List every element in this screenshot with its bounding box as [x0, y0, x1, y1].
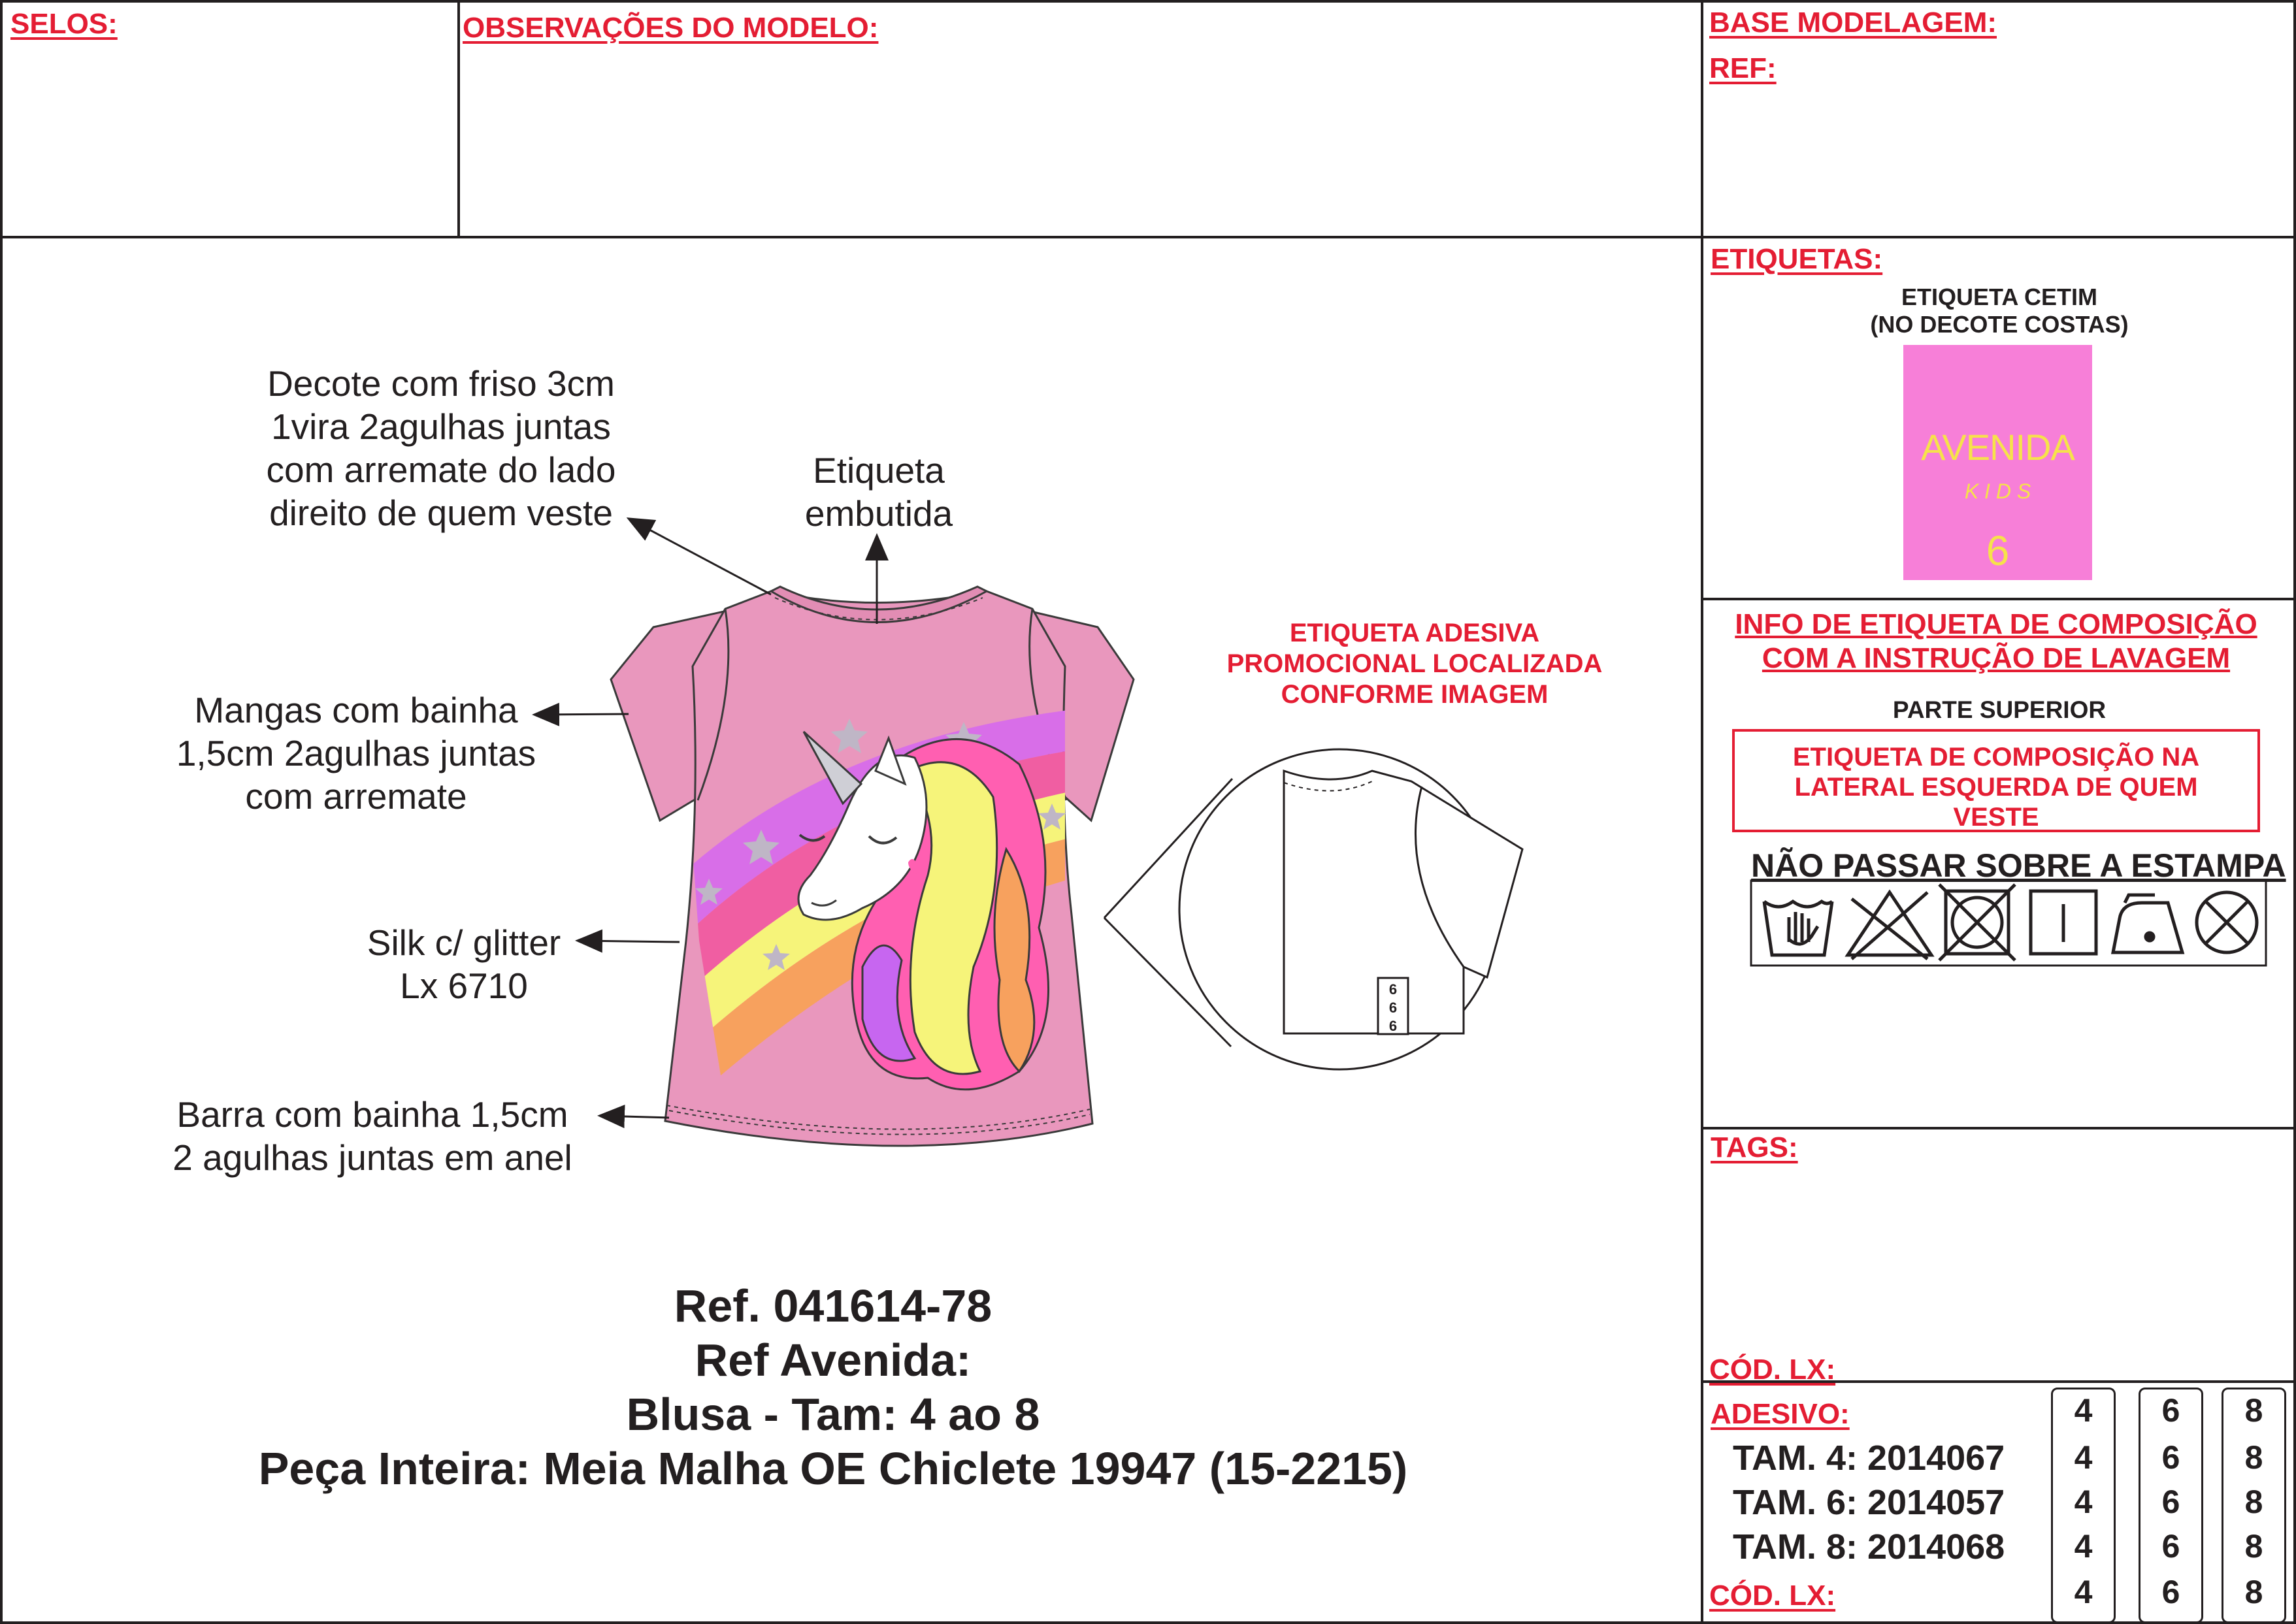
silk-note-line: Silk c/ glitter: [367, 922, 561, 963]
size-column-4: [2051, 1388, 2116, 1623]
decote-note-line: Decote com friso 3cm: [267, 363, 615, 404]
satin-label-title: [1797, 284, 2202, 338]
size-column-8-cell: 8: [2244, 1528, 2263, 1565]
size-column-8-header: 8: [2244, 1392, 2263, 1429]
adesivo-label: ADESIVO:: [1711, 1398, 1850, 1430]
etiqueta-adesiva-note: [1183, 618, 1647, 710]
composicao-box: [1732, 729, 2260, 832]
mangas-note-line: com arremate: [245, 776, 467, 817]
composicao-box-line1: ETIQUETA DE COMPOSIÇÃO NA: [1792, 743, 2200, 771]
size-column-8-cell: 8: [2244, 1484, 2263, 1520]
selos-label: SELOS:: [10, 8, 118, 40]
size-column-8-cell: 8: [2244, 1574, 2263, 1610]
size-column-6: [2139, 1388, 2203, 1623]
zoom-label-size: 6: [1388, 999, 1398, 1016]
size-column-6-cell: 6: [2161, 1528, 2180, 1565]
etiqueta-note-line: Etiqueta: [813, 450, 945, 491]
barra-note-line: Barra com bainha 1,5cm: [176, 1094, 568, 1135]
size-column-6-header: 6: [2161, 1392, 2180, 1429]
do-not-bleach-icon: [1848, 892, 1931, 959]
base-modelagem-label: BASE MODELAGEM:: [1709, 7, 1997, 39]
satin-label: [1903, 345, 2092, 580]
tags-label: TAGS:: [1711, 1131, 1798, 1163]
satin-label-brand-sub: K I D S: [1964, 479, 2031, 503]
mangas-note-line: 1,5cm 2agulhas juntas: [176, 733, 536, 773]
decote-note: [216, 362, 666, 534]
ref-label: REF:: [1709, 52, 1777, 84]
product-ref-avenida: Ref Avenida:: [695, 1335, 972, 1386]
size-column-4-cell: 4: [2074, 1484, 2093, 1520]
size-column-6-cell: 6: [2161, 1439, 2180, 1476]
line-dry-icon: [2031, 891, 2096, 954]
composicao-box-line2: LATERAL ESQUERDA DE QUEM: [1794, 773, 2198, 802]
nao-passar-warning: NÃO PASSAR SOBRE A ESTAMPA: [1751, 847, 2286, 884]
zoom-detail: [1179, 749, 1522, 1069]
adesiva-note-line: ETIQUETA ADESIVA: [1289, 619, 1540, 647]
mangas-note-line: Mangas com bainha: [194, 690, 518, 730]
etiquetas-label: ETIQUETAS:: [1711, 243, 1883, 275]
decote-note-line: com arremate do lado: [266, 449, 616, 490]
size-column-8: [2222, 1388, 2286, 1623]
size-column-4-cell: 4: [2074, 1574, 2093, 1610]
etiqueta-embutida-note: [758, 449, 1000, 535]
do-not-dry-clean-icon: [2197, 892, 2257, 952]
barra-note-line: 2 agulhas juntas em anel: [172, 1137, 572, 1178]
care-symbols: [1750, 879, 2267, 967]
size-column-6-cell: 6: [2161, 1574, 2180, 1610]
iron-low-heat-icon: [2113, 895, 2182, 952]
product-blusa: Blusa - Tam: 4 ao 8: [626, 1389, 1040, 1440]
adesivo-item-tam4: TAM. 4: 2014067: [1733, 1438, 2005, 1478]
size-column-4-cell: 4: [2074, 1439, 2093, 1476]
adesiva-note-line: CONFORME IMAGEM: [1281, 680, 1549, 709]
zoom-label-size: 6: [1388, 1018, 1398, 1034]
silk-note: [314, 921, 614, 1007]
hand-wash-icon: [1764, 901, 1832, 955]
size-column-4-header: 4: [2074, 1392, 2093, 1429]
barra-note: [144, 1093, 601, 1179]
product-peca: Peça Inteira: Meia Malha OE Chiclete 19947 (15-2215): [258, 1443, 1408, 1494]
etiqueta-note-line: embutida: [804, 493, 953, 534]
product-ref: Ref. 041614-78: [674, 1280, 992, 1331]
adesivo-cod-lx-label: CÓD. LX:: [1709, 1580, 1836, 1612]
satin-title-line1: ETIQUETA CETIM: [1901, 284, 2097, 310]
adesivo-item-tam8: TAM. 8: 2014068: [1733, 1527, 2005, 1567]
adesivo-item-tam6: TAM. 6: 2014057: [1733, 1483, 2005, 1522]
size-column-6-cell: 6: [2161, 1484, 2180, 1520]
size-column-4-cell: 4: [2074, 1528, 2093, 1565]
decote-note-line: direito de quem veste: [269, 493, 613, 533]
satin-title-line2: (NO DECOTE COSTAS): [1870, 311, 2129, 338]
do-not-tumble-dry-icon: [1939, 885, 2015, 960]
composicao-box-line3: VESTE: [1953, 803, 2039, 832]
zoom-label-size: 6: [1388, 981, 1398, 998]
composicao-title-line2: COM A INSTRUÇÃO DE LAVAGEM: [1762, 642, 2231, 674]
composicao-title: [1709, 608, 2284, 675]
composicao-title-line1: INFO DE ETIQUETA DE COMPOSIÇÃO: [1735, 608, 2257, 640]
tags-cod-lx-label: CÓD. LX:: [1709, 1354, 1836, 1386]
size-column-8-cell: 8: [2244, 1439, 2263, 1476]
silk-note-line: Lx 6710: [400, 966, 528, 1006]
product-info: [131, 1279, 1535, 1496]
mangas-note: [144, 689, 568, 818]
decote-note-line: 1vira 2agulhas juntas: [271, 406, 611, 447]
adesiva-note-line: PROMOCIONAL LOCALIZADA: [1226, 649, 1603, 678]
parte-superior-label: PARTE SUPERIOR: [1892, 696, 2107, 723]
observacoes-label: OBSERVAÇÕES DO MODELO:: [463, 12, 879, 44]
satin-label-size: 6: [1986, 527, 2010, 574]
satin-label-brand: AVENIDA: [1921, 427, 2075, 468]
adesivo-items: [1733, 1436, 2005, 1569]
